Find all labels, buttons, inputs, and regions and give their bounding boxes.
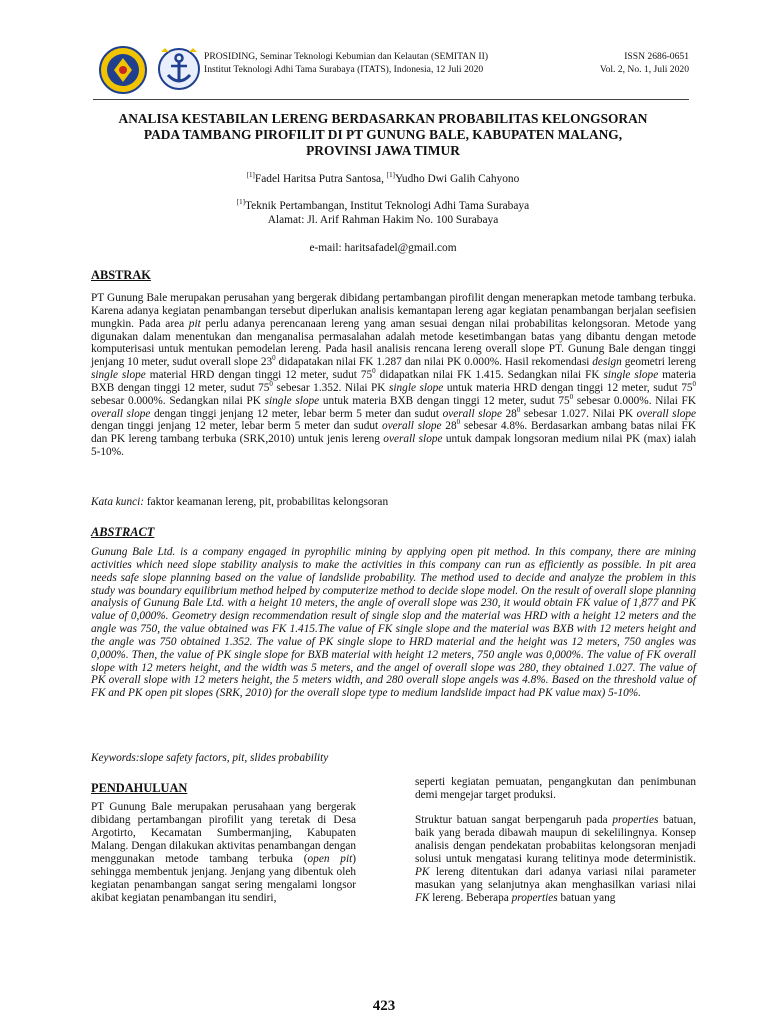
affiliation: [100, 199, 666, 227]
itats-seal-icon: [99, 46, 147, 94]
pendahuluan-right-paragraph-2: Struktur batuan sangat berpengaruh pada properties batuan, baik yang berada dibawah maupun di sekelilingnya. Konsep analisis dengan pendekatan probabiitas kelongsoran menjadi solusi untuk mengatasi kurang telitinya mode deterministik. PK lereng ditentukan dari adanya variasi nilai parameter masukan yang selanjutnya akan menghasilkan variasi nilai FK lereng. Beberapa properties batuan yang: [415, 814, 697, 904]
issn: ISSN 2686-0651: [624, 51, 689, 62]
author-email: e-mail: haritsafadel@gmail.com: [309, 242, 457, 254]
anchor-emblem-icon: [155, 44, 203, 92]
keywords: Keywords:slope safety factors, pit, slides probability: [91, 752, 329, 764]
volume: Vol. 2, No. 1, Juli 2020: [599, 63, 689, 75]
title-line-2: PADA TAMBANG PIROFILIT DI PT GUNUNG BALE, KABUPATEN MALANG,: [143, 127, 623, 143]
title-line-1: ANALISA KESTABILAN LERENG BERDASARKAN PROBABILITAS KELONGSORAN: [118, 111, 648, 126]
title-line-3: PROVINSI JAWA TIMUR: [306, 143, 460, 159]
page-header: [93, 42, 689, 100]
affiliation-line-2: Alamat: Jl. Arif Rahman Hakim No. 100 Surabaya: [267, 214, 499, 226]
header-divider: [93, 99, 689, 100]
institute-line: Institut Teknologi Adhi Tama Surabaya (ITATS), Indonesia, 12 Juli 2020: [204, 63, 484, 75]
author-1: Fadel Haritsa Putra Santosa,: [254, 173, 387, 185]
kata-kunci-label: Kata kunci:: [91, 496, 145, 508]
pendahuluan-heading: PENDAHULUAN: [91, 781, 188, 795]
pendahuluan-right-paragraph-1: seperti kegiatan pemuatan, pengangkutan dan penimbunan demi mengejar target produksi.: [415, 776, 696, 801]
kata-kunci: [91, 496, 696, 509]
abstrak-heading: ABSTRAK: [91, 268, 151, 282]
abstract-heading: ABSTRACT: [91, 525, 155, 539]
affiliation-line-1: Teknik Pertambangan, Institut Teknologi Adhi Tama Surabaya: [245, 200, 530, 212]
abstract-body: Gunung Bale Ltd. is a company engaged in pyrophilic mining by applying open pit method. In this company, there are mining activities which need slope stability analysis to make the activities in this company can run as efficiently as possible. In pit area needs safe slope planning based on the value of landslide probability. The method used to decide and analyze the problem in this study was boundary equilibrium method helped by computerize method to decide slope model. On the result of overall slope planning analysis of Gunung Bale Ltd. with a height 10 meters, the angle of overall slope was 230, it would obtain FK value of 1,877 and PK value of 0,000%. Geometry design recommendation result of single slop and the material was HRD with a height 12 meters and the angle was 750, the value obtained was FK 1.415.The value of FK single slope and the material was BXB with 12 meters height and the angle was 750 obtained 1.352. The value of PK single slope to HRD material and the height was 12 meters, 750 angles was 0,000%. Then, the value of PK single slope for BXB material with height 12 meters, 750 angle was 0,000%. The value of FK overall slope with 12 meters height, and the width was 5 meters, and the angel of overall slope was 280, they obtained 1.027. The value of PK overall slope with 12 meters height, the 5 meters width, and 280 overall slope angels was 4.8%. Based on the threshold value of FK and PK open pit slopes (SRK, 2010) for the overall slope type to medium landslide impact had PK value max) 5-10%.: [91, 546, 696, 700]
pendahuluan-left-paragraph: PT Gunung Bale merupakan perusahaan yang bergerak dibidang pertambangan pirofilit yang teretak di Desa Argotirto, Kecamatan Sumbermanjing, Kabupaten Malang. Dengan dilakukan aktivitas penambangan dengan menggunakan metode tambang terbuka (open pit) sehingga membentuk jenjang. Jenjang yang dibentuk oleh kegiatan penambangan sangat sering mengalami longsor akibat kegiatan penambangan itu sendiri,: [91, 801, 357, 904]
author-2-marker: [1]: [386, 171, 395, 180]
issn-info: [600, 51, 689, 76]
author-list: [100, 172, 666, 186]
affiliation-marker: [1]: [236, 198, 246, 207]
proceedings-name: PROSIDING, Seminar Teknologi Kebumian dan Kelautan (SEMITAN II): [204, 51, 489, 62]
author-1-marker: [1]: [246, 171, 255, 180]
paper-title: [100, 111, 666, 160]
author-2: Yudho Dwi Galih Cahyono: [394, 173, 520, 185]
kata-kunci-text: faktor keamanan lereng, pit, probabilitas kelongsoran: [144, 496, 389, 508]
page-number: 423: [372, 998, 396, 1014]
proceedings-info: [204, 51, 488, 76]
abstrak-body: PT Gunung Bale merupakan perusahan yang bergerak dibidang pertambangan pirofilit dengan menerapkan metode tambang terbuka. Karena adanya kegiatan penambangan tersebut diperlukan analisis kemantapan lereng agar kegiatan penambangan berjalan seefisien mungkin. Pada area pit perlu adanya perencanaan lereng yang aman sesuai dengan nilai probabilitas kelongsoran. Metode yang digunakan dalam menentukan dan menganalisa permasalahan adalah metode kesetimbangan batas yang dibantu dengan metode komputerisasi untuk mentukan pemodelan lereng. Pada hasil analisis rencana lereng overall slope PT. Gunung Bale dengan tinggi jenjang 10 meter, sudut overall slope $23^0$ didapatakan nilai FK 1.287 dan nilai PK 0.000%. Hasil rekomendasi design geometri lereng single slope material HRD dengan tinggi 12 meter, sudut $75^0$ didapatkan nilai FK 1.415. Sedangkan nilai FK single slope materia BXB dengan tinggi 12 meter, sudut $75^0$ sebesar 1.352. Nilai PK single slope untuk materia HRD dengan tinggi 12 meter, sudut $75^0$ sebesar 0.000%. Sedangkan nilai PK single slope untuk materia BXB dengan tinggi 12 meter, sudut $75^0$ sebesar 0.000%. Nilai FK overall slope dengan tinggi jenjang 12 meter, lebar berm 5 meter dan sudut overall slope $28^0$ sebesar 1.027. Nilai PK overall slope dengan tinggi jenjang 12 meter, lebar berm 5 meter dan sudut overall slope $28^0$ sebesar 4.8%. Berdasarkan ambang batas nilai FK dan PK lereng tambang terbuka (SRK,2010) untuk jenis lereng overall slope untuk dampak longsoran medium nilai PK (max) ialah 5-10%.: [91, 292, 697, 459]
